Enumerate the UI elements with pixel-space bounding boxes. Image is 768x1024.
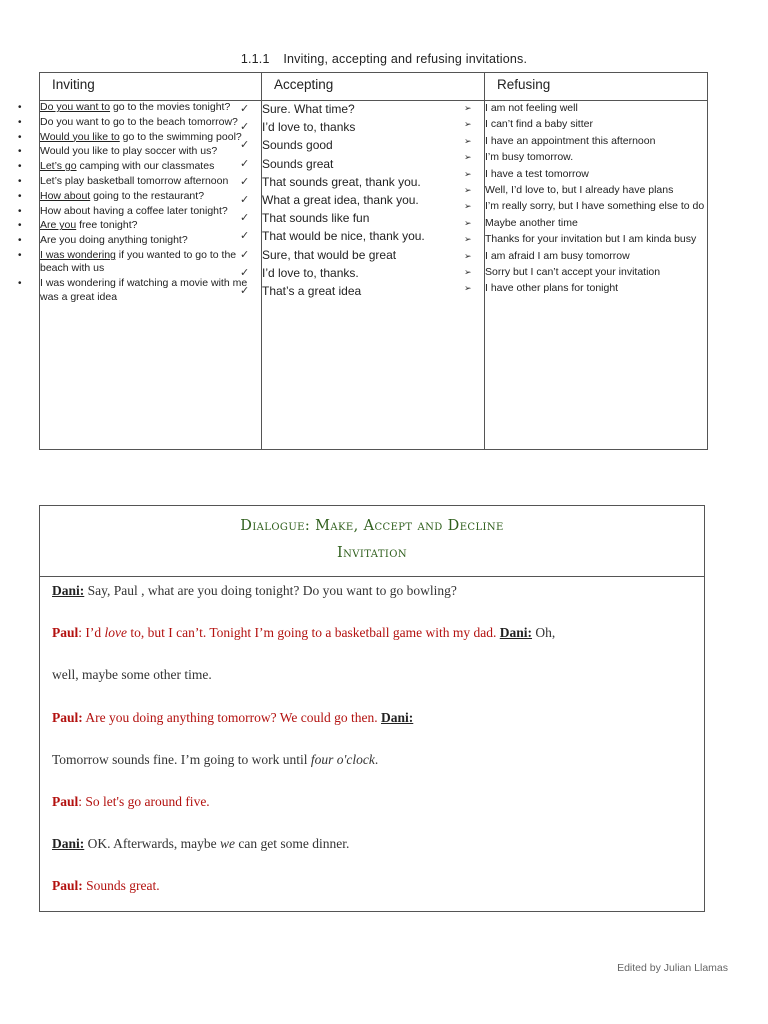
accepting-text: Sure, that would be great bbox=[262, 247, 397, 262]
refusing-item bbox=[464, 101, 707, 117]
speaker-paul: Paul bbox=[52, 625, 79, 641]
refusing-text: I have other plans for tonight bbox=[485, 282, 619, 295]
header-refusing: Refusing bbox=[485, 73, 708, 101]
dialogue-text: Sounds great. bbox=[82, 878, 160, 894]
inviting-text: free tonight? bbox=[76, 219, 138, 232]
dialogue-line bbox=[52, 708, 692, 750]
refusing-cell bbox=[464, 101, 708, 450]
checkmark-icon: ✓ bbox=[240, 193, 250, 206]
refusing-text: Thanks for your invitation but I am kinda busy bbox=[485, 233, 697, 246]
bullet-icon: • bbox=[18, 190, 22, 202]
bullet-icon: • bbox=[18, 116, 22, 128]
checkmark-icon: ✓ bbox=[240, 139, 250, 152]
inviting-key-phrase: Would you like to bbox=[40, 130, 120, 143]
inviting-item bbox=[18, 219, 261, 232]
dialogue-box bbox=[39, 505, 705, 912]
accepting-text: I’d love to, thanks bbox=[262, 120, 356, 135]
inviting-item bbox=[18, 234, 261, 247]
invitations-table bbox=[18, 72, 708, 450]
accepting-item bbox=[240, 265, 484, 283]
bullet-icon: • bbox=[18, 235, 22, 247]
dialogue-text: . bbox=[374, 751, 379, 767]
dialogue-line bbox=[52, 665, 692, 707]
dialogue-title-line1: Dialogue: Make, Accept and Decline bbox=[240, 518, 504, 534]
dialogue-body bbox=[40, 577, 704, 919]
inviting-text: Would you like to play soccer with us? bbox=[40, 145, 218, 158]
refusing-item bbox=[464, 167, 707, 183]
accepting-item bbox=[240, 119, 484, 137]
accepting-text: Sounds great bbox=[262, 156, 334, 171]
dialogue-text: four o'clock bbox=[310, 751, 375, 767]
dialogue-line bbox=[52, 792, 692, 834]
refusing-item bbox=[464, 265, 707, 281]
accepting-item bbox=[240, 247, 484, 265]
arrow-bullet-icon: ➢ bbox=[464, 184, 472, 195]
arrow-bullet-icon: ➢ bbox=[464, 201, 472, 212]
inviting-item bbox=[18, 130, 261, 144]
dialogue-line bbox=[52, 623, 692, 665]
accepting-text: That sounds like fun bbox=[262, 211, 370, 226]
speaker-dani: Dani: bbox=[499, 625, 533, 641]
speaker-paul: Paul: bbox=[52, 709, 83, 725]
dialogue-text: we bbox=[219, 836, 235, 852]
accepting-item bbox=[240, 210, 484, 228]
dialogue-header bbox=[40, 506, 704, 577]
refusing-text: Well, I’d love to, but I already have plans bbox=[485, 183, 674, 196]
refusing-item bbox=[464, 183, 707, 199]
inviting-item bbox=[18, 160, 261, 173]
speaker-dani: Dani: bbox=[381, 709, 414, 725]
refusing-text: I’m busy tomorrow. bbox=[485, 151, 574, 164]
accepting-text: That sounds great, thank you. bbox=[262, 174, 421, 189]
accepting-item bbox=[240, 283, 484, 301]
inviting-item bbox=[18, 115, 261, 129]
speaker-paul: Paul bbox=[52, 793, 79, 809]
dialogue-line bbox=[52, 750, 692, 792]
section-number: 1.1.1 bbox=[240, 52, 270, 66]
dialogue-text: well, maybe some other time. bbox=[52, 667, 212, 683]
accepting-text: That would be nice, thank you. bbox=[262, 229, 425, 244]
inviting-cell bbox=[18, 101, 262, 450]
dialogue-title-line2: Invitation bbox=[336, 545, 408, 561]
arrow-bullet-icon: ➢ bbox=[464, 250, 472, 261]
accepting-item bbox=[240, 192, 484, 210]
dialogue-text: Tomorrow sounds fine. I’m going to work until bbox=[52, 751, 311, 767]
section-heading bbox=[0, 52, 768, 66]
accepting-text: Sounds good bbox=[262, 138, 333, 153]
bullet-icon: • bbox=[18, 249, 22, 261]
inviting-text: go to the swimming pool? bbox=[119, 130, 242, 143]
inviting-key-phrase: I was wondering bbox=[40, 248, 116, 261]
bullet-icon: • bbox=[18, 205, 22, 217]
checkmark-icon: ✓ bbox=[240, 157, 250, 170]
inviting-key-phrase: Are you bbox=[40, 219, 77, 232]
dialogue-text: : I’d bbox=[78, 625, 105, 641]
inviting-item bbox=[18, 277, 261, 304]
speaker-paul: Paul: bbox=[52, 878, 83, 894]
inviting-item bbox=[18, 248, 261, 276]
bullet-icon: • bbox=[18, 102, 22, 113]
refusing-item bbox=[464, 281, 707, 297]
bullet-icon: • bbox=[18, 131, 22, 143]
checkmark-icon: ✓ bbox=[240, 266, 250, 279]
dialogue-line bbox=[52, 581, 692, 623]
bullet-icon: • bbox=[18, 175, 22, 187]
accepting-item bbox=[240, 101, 484, 119]
refusing-text: I have a test tomorrow bbox=[485, 167, 589, 180]
inviting-item bbox=[18, 101, 261, 114]
inviting-list bbox=[18, 101, 261, 304]
inviting-item bbox=[18, 204, 261, 218]
inviting-item bbox=[18, 174, 261, 188]
dialogue-text: love bbox=[104, 625, 128, 641]
arrow-bullet-icon: ➢ bbox=[464, 266, 472, 277]
checkmark-icon: ✓ bbox=[240, 248, 250, 261]
accepting-item bbox=[240, 156, 484, 174]
footer-credit: Edited by Julian Llamas bbox=[617, 962, 728, 974]
refusing-item bbox=[464, 232, 707, 248]
refusing-text: I am not feeling well bbox=[485, 102, 578, 114]
bullet-icon: • bbox=[18, 161, 22, 173]
dialogue-text: can get some dinner. bbox=[234, 836, 350, 852]
refusing-text: I’m really sorry, but I have something else to do bbox=[485, 200, 705, 213]
inviting-text: camping with our classmates bbox=[76, 160, 215, 173]
header-inviting: Inviting bbox=[40, 73, 262, 101]
arrow-bullet-icon: ➢ bbox=[464, 217, 472, 228]
dialogue-text: Say, Paul , what are you doing tonight? Do you want to go bowling? bbox=[84, 583, 457, 598]
inviting-text: Are you doing anything tonight? bbox=[40, 234, 188, 247]
accepting-text: That’s a great idea bbox=[262, 283, 362, 298]
refusing-item bbox=[464, 150, 707, 166]
bullet-icon: • bbox=[18, 146, 22, 158]
inviting-text: go to the movies tonight? bbox=[110, 101, 231, 113]
refusing-text: I can’t find a baby sitter bbox=[485, 118, 593, 131]
checkmark-icon: ✓ bbox=[240, 212, 250, 225]
refusing-item bbox=[464, 134, 707, 150]
inviting-item bbox=[18, 145, 261, 158]
inviting-text: if you wanted to go to the beach with us bbox=[40, 248, 237, 275]
arrow-bullet-icon: ➢ bbox=[464, 283, 472, 294]
arrow-bullet-icon: ➢ bbox=[464, 103, 472, 113]
dialogue-text: Oh, bbox=[532, 625, 556, 641]
accepting-text: What a great idea, thank you. bbox=[262, 192, 419, 207]
refusing-list bbox=[464, 101, 707, 297]
inviting-text: Let’s play basketball tomorrow afternoon bbox=[40, 174, 229, 187]
accepting-cell bbox=[240, 101, 485, 450]
checkmark-icon: ✓ bbox=[240, 103, 250, 115]
arrow-bullet-icon: ➢ bbox=[464, 168, 472, 179]
bullet-icon: • bbox=[18, 278, 22, 290]
inviting-text: Do you want to go to the beach tomorrow? bbox=[40, 115, 238, 128]
dialogue-text: to, but I can’t. Tonight I’m going to a basketball game with my dad. bbox=[127, 625, 500, 641]
refusing-text: Sorry but I can’t accept your invitation bbox=[485, 265, 661, 278]
inviting-key-phrase: Do you want to bbox=[40, 101, 111, 113]
accepting-list bbox=[240, 101, 484, 300]
refusing-item bbox=[464, 249, 707, 265]
inviting-item bbox=[18, 189, 261, 203]
accepting-item bbox=[240, 174, 484, 192]
bullet-icon: • bbox=[18, 220, 22, 232]
checkmark-icon: ✓ bbox=[240, 230, 250, 243]
dialogue-text: : So let's go around five. bbox=[78, 793, 210, 809]
refusing-text: Maybe another time bbox=[485, 216, 578, 229]
refusing-item bbox=[464, 216, 707, 232]
arrow-bullet-icon: ➢ bbox=[464, 234, 472, 245]
dialogue-line bbox=[52, 834, 692, 876]
dialogue-text: OK. Afterwards, maybe bbox=[84, 836, 220, 852]
speaker-dani: Dani: bbox=[52, 836, 85, 852]
accepting-text: I’d love to, thanks. bbox=[262, 265, 359, 280]
refusing-text: I am afraid I am busy tomorrow bbox=[485, 249, 630, 262]
arrow-bullet-icon: ➢ bbox=[464, 135, 472, 146]
dialogue-line bbox=[52, 876, 692, 918]
refusing-item bbox=[464, 117, 707, 133]
checkmark-icon: ✓ bbox=[240, 121, 250, 134]
accepting-item bbox=[240, 228, 484, 246]
inviting-key-phrase: How about bbox=[40, 189, 91, 202]
accepting-text: Sure. What time? bbox=[262, 102, 355, 116]
refusing-item bbox=[464, 199, 707, 215]
section-title: Inviting, accepting and refusing invitations. bbox=[283, 52, 528, 66]
arrow-bullet-icon: ➢ bbox=[464, 119, 472, 130]
speaker-dani: Dani: bbox=[52, 583, 85, 598]
inviting-text: How about having a coffee later tonight? bbox=[40, 204, 228, 217]
checkmark-icon: ✓ bbox=[240, 284, 250, 297]
inviting-key-phrase: Let’s go bbox=[40, 160, 77, 173]
arrow-bullet-icon: ➢ bbox=[464, 152, 472, 163]
dialogue-text: Are you doing anything tomorrow? We could go then. bbox=[82, 709, 382, 725]
inviting-text: going to the restaurant? bbox=[90, 189, 205, 202]
checkmark-icon: ✓ bbox=[240, 175, 250, 188]
accepting-item bbox=[240, 137, 484, 155]
inviting-text: I was wondering if watching a movie with me was a great idea bbox=[40, 277, 248, 303]
header-accepting: Accepting bbox=[262, 73, 485, 101]
refusing-text: I have an appointment this afternoon bbox=[485, 134, 656, 147]
